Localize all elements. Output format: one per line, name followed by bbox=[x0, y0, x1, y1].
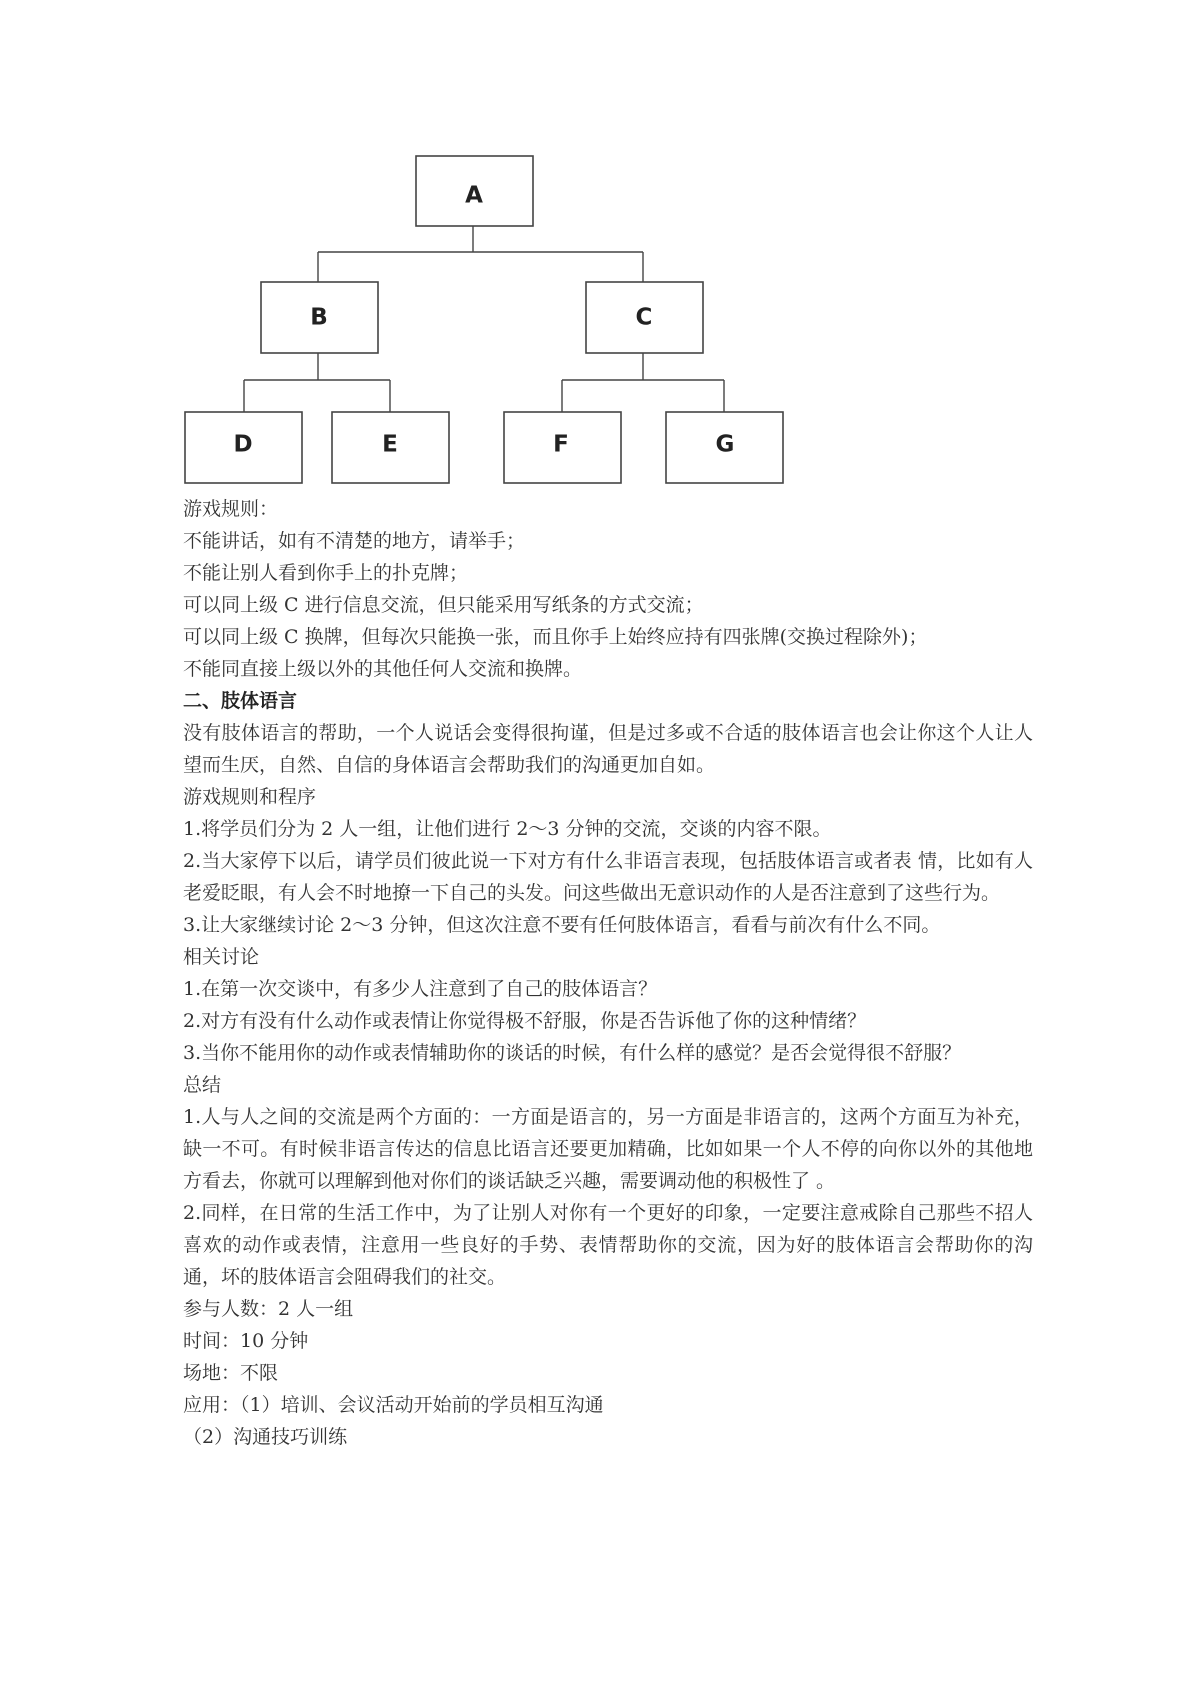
document-body bbox=[183, 493, 1033, 1453]
discussion-title: 相关讨论 bbox=[183, 946, 260, 968]
procedure-step: 3.让大家继续讨论 2～3 分钟，但这次注意不要有任何肢体语言，看看与前次有什么不同。 bbox=[183, 914, 941, 936]
game-rule-item: 不能让别人看到你手上的扑克牌； bbox=[183, 562, 469, 584]
summary-paragraph: 1.人与人之间的交流是两个方面的：一方面是语言的，另一方面是非语言的，这两个方面互为补充，缺一不可。有时候非语言传达的信息比语言还要更加精确，比如如果一个人不停的向你以外的其他地方看去，你就可以理解到他对你们的谈话缺乏兴趣，需要调动他的积极性了 。 bbox=[183, 1106, 1033, 1192]
summary-title: 总结 bbox=[183, 1074, 222, 1096]
participants-line: 参与人数：2 人一组 bbox=[183, 1298, 354, 1320]
node-d-label: D bbox=[233, 431, 253, 458]
procedure-step: 1.将学员们分为 2 人一组，让他们进行 2～3 分钟的交流，交谈的内容不限。 bbox=[183, 818, 832, 840]
game-rule-item: 可以同上级 C 进行信息交流，但只能采用写纸条的方式交流； bbox=[183, 594, 704, 616]
game-rules-title: 游戏规则： bbox=[183, 498, 279, 520]
node-c-label: C bbox=[635, 304, 653, 331]
discussion-item: 3.当你不能用你的动作或表情辅助你的谈话的时候，有什么样的感觉？是否会觉得很不舒服？ bbox=[183, 1042, 962, 1064]
node-f-label: F bbox=[553, 431, 569, 458]
org-chart-diagram bbox=[0, 0, 1200, 500]
game-rule-item: 可以同上级 C 换牌，但每次只能换一张，而且你手上始终应持有四张牌(交换过程除外)； bbox=[183, 626, 928, 648]
procedure-title: 游戏规则和程序 bbox=[183, 786, 317, 808]
section-heading: 二、肢体语言 bbox=[183, 690, 298, 712]
node-a-label: A bbox=[465, 182, 483, 209]
node-g-label: G bbox=[715, 431, 735, 458]
discussion-item: 1.在第一次交谈中，有多少人注意到了自己的肢体语言？ bbox=[183, 978, 658, 1000]
application-line-1: 应用：（1）培训、会议活动开始前的学员相互沟通 bbox=[183, 1394, 604, 1416]
summary-paragraph: 2.同样，在日常的生活工作中，为了让别人对你有一个更好的印象，一定要注意戒除自己那些不招人喜欢的动作或表情，注意用一些良好的手势、表情帮助你的交流，因为好的肢体语言会帮助你的沟通，坏的肢体语言会阻碍我们的社交。 bbox=[183, 1202, 1033, 1288]
node-b-label: B bbox=[310, 304, 328, 331]
game-rule-item: 不能讲话，如有不清楚的地方，请举手； bbox=[183, 530, 526, 552]
discussion-item: 2.对方有没有什么动作或表情让你觉得极不舒服，你是否告诉他了你的这种情绪？ bbox=[183, 1010, 867, 1032]
venue-line: 场地：不限 bbox=[183, 1362, 279, 1384]
game-rule-item: 不能同直接上级以外的其他任何人交流和换牌。 bbox=[183, 658, 583, 680]
procedure-step: 2.当大家停下以后，请学员们彼此说一下对方有什么非语言表现，包括肢体语言或者表 情，比如有人老爱眨眼，有人会不时地撩一下自己的头发。问这些做出无意识动作的人是否注意到了这些行为。 bbox=[183, 850, 1033, 904]
application-line-2: （2）沟通技巧训练 bbox=[183, 1426, 348, 1448]
section-intro-paragraph: 没有肢体语言的帮助，一个人说话会变得很拘谨，但是过多或不合适的肢体语言也会让你这个人让人望而生厌，自然、自信的身体语言会帮助我们的沟通更加自如。 bbox=[183, 722, 1033, 776]
time-line: 时间：10 分钟 bbox=[183, 1330, 309, 1352]
node-e-label: E bbox=[382, 431, 398, 458]
